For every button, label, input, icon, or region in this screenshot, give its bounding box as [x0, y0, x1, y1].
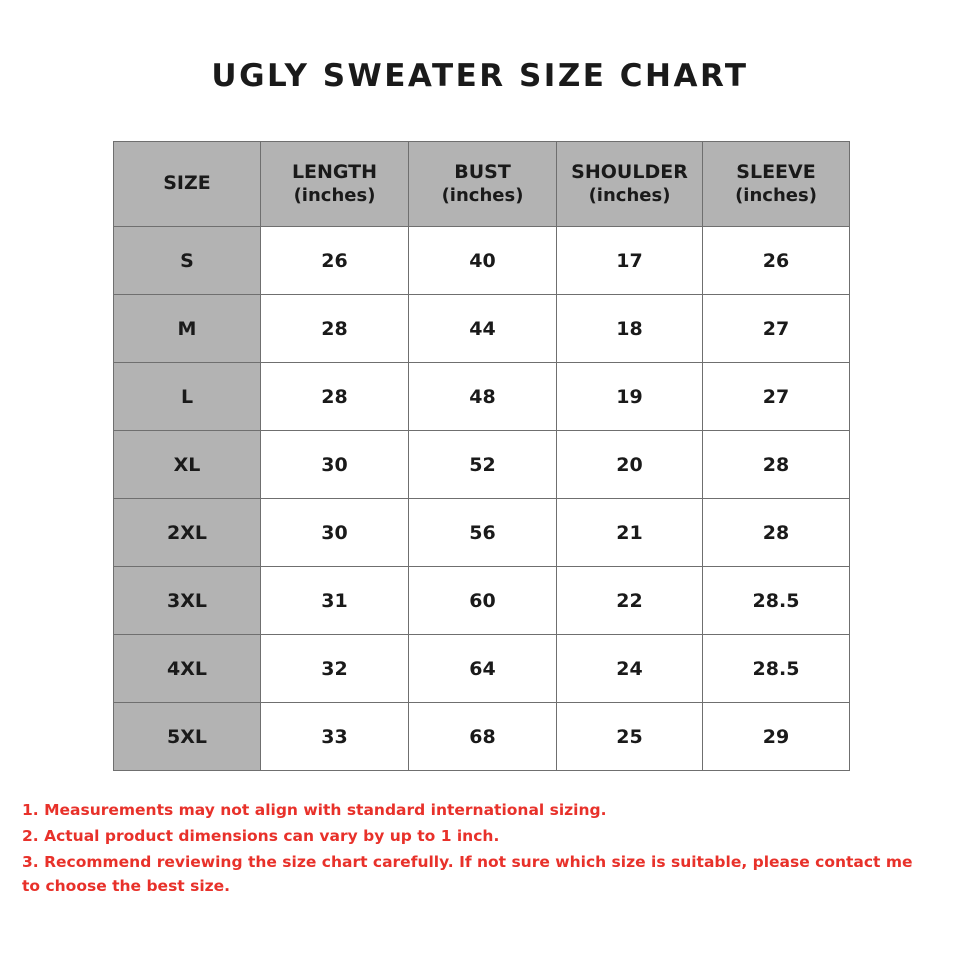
column-header-shoulder-unit: (inches) [588, 184, 671, 206]
cell-size: S [114, 227, 261, 295]
cell-length: 30 [261, 499, 409, 567]
table-row [114, 567, 850, 635]
cell-size: M [114, 295, 261, 363]
size-chart-table [113, 141, 850, 771]
cell-bust: 64 [409, 635, 557, 703]
cell-shoulder: 18 [557, 295, 703, 363]
cell-size: L [114, 363, 261, 431]
table-row [114, 227, 850, 295]
table-row [114, 431, 850, 499]
cell-bust: 52 [409, 431, 557, 499]
column-header-sleeve [703, 142, 850, 227]
table-header [114, 142, 850, 227]
table-header-row [114, 142, 850, 227]
cell-sleeve: 26 [703, 227, 850, 295]
column-header-length-label: LENGTH [291, 160, 378, 183]
cell-shoulder: 20 [557, 431, 703, 499]
cell-length: 30 [261, 431, 409, 499]
cell-length: 28 [261, 295, 409, 363]
column-header-length [261, 142, 409, 227]
cell-size: 3XL [114, 567, 261, 635]
cell-bust: 68 [409, 703, 557, 771]
column-header-bust [409, 142, 557, 227]
column-header-length-unit: (inches) [293, 184, 376, 206]
cell-bust: 40 [409, 227, 557, 295]
column-header-bust-unit: (inches) [441, 184, 524, 206]
cell-length: 28 [261, 363, 409, 431]
cell-shoulder: 17 [557, 227, 703, 295]
notes-section [22, 798, 922, 900]
cell-bust: 48 [409, 363, 557, 431]
table-row [114, 499, 850, 567]
note-item: 2. Actual product dimensions can vary by up to 1 inch. [22, 827, 500, 846]
table-row [114, 295, 850, 363]
cell-sleeve: 27 [703, 363, 850, 431]
cell-sleeve: 28 [703, 499, 850, 567]
column-header-shoulder-label: SHOULDER [571, 160, 688, 183]
cell-bust: 60 [409, 567, 557, 635]
column-header-sleeve-label: SLEEVE [736, 160, 816, 183]
cell-shoulder: 22 [557, 567, 703, 635]
column-header-shoulder [557, 142, 703, 227]
page-title: UGLY SWEATER SIZE CHART [211, 58, 749, 94]
cell-sleeve: 28 [703, 431, 850, 499]
cell-bust: 56 [409, 499, 557, 567]
cell-shoulder: 19 [557, 363, 703, 431]
table-row [114, 363, 850, 431]
column-header-bust-label: BUST [454, 160, 511, 183]
cell-size: 2XL [114, 499, 261, 567]
table-row [114, 703, 850, 771]
column-header-size [114, 142, 261, 227]
cell-size: 5XL [114, 703, 261, 771]
cell-sleeve: 28.5 [703, 635, 850, 703]
note-item: 3. Recommend reviewing the size chart carefully. If not sure which size is suitable, please contact me to choose the best size. [22, 853, 913, 896]
cell-sleeve: 27 [703, 295, 850, 363]
table-body [114, 227, 850, 771]
cell-length: 32 [261, 635, 409, 703]
cell-shoulder: 21 [557, 499, 703, 567]
size-chart-table-wrap [113, 141, 849, 771]
cell-length: 31 [261, 567, 409, 635]
column-header-sleeve-unit: (inches) [735, 184, 817, 206]
cell-sleeve: 28.5 [703, 567, 850, 635]
cell-shoulder: 24 [557, 635, 703, 703]
cell-size: XL [114, 431, 261, 499]
column-header-size-label: SIZE [163, 172, 211, 195]
cell-shoulder: 25 [557, 703, 703, 771]
cell-sleeve: 29 [703, 703, 850, 771]
note-item: 1. Measurements may not align with standard international sizing. [22, 801, 607, 819]
cell-size: 4XL [114, 635, 261, 703]
table-row [114, 635, 850, 703]
cell-length: 26 [261, 227, 409, 295]
cell-bust: 44 [409, 295, 557, 363]
cell-length: 33 [261, 703, 409, 771]
